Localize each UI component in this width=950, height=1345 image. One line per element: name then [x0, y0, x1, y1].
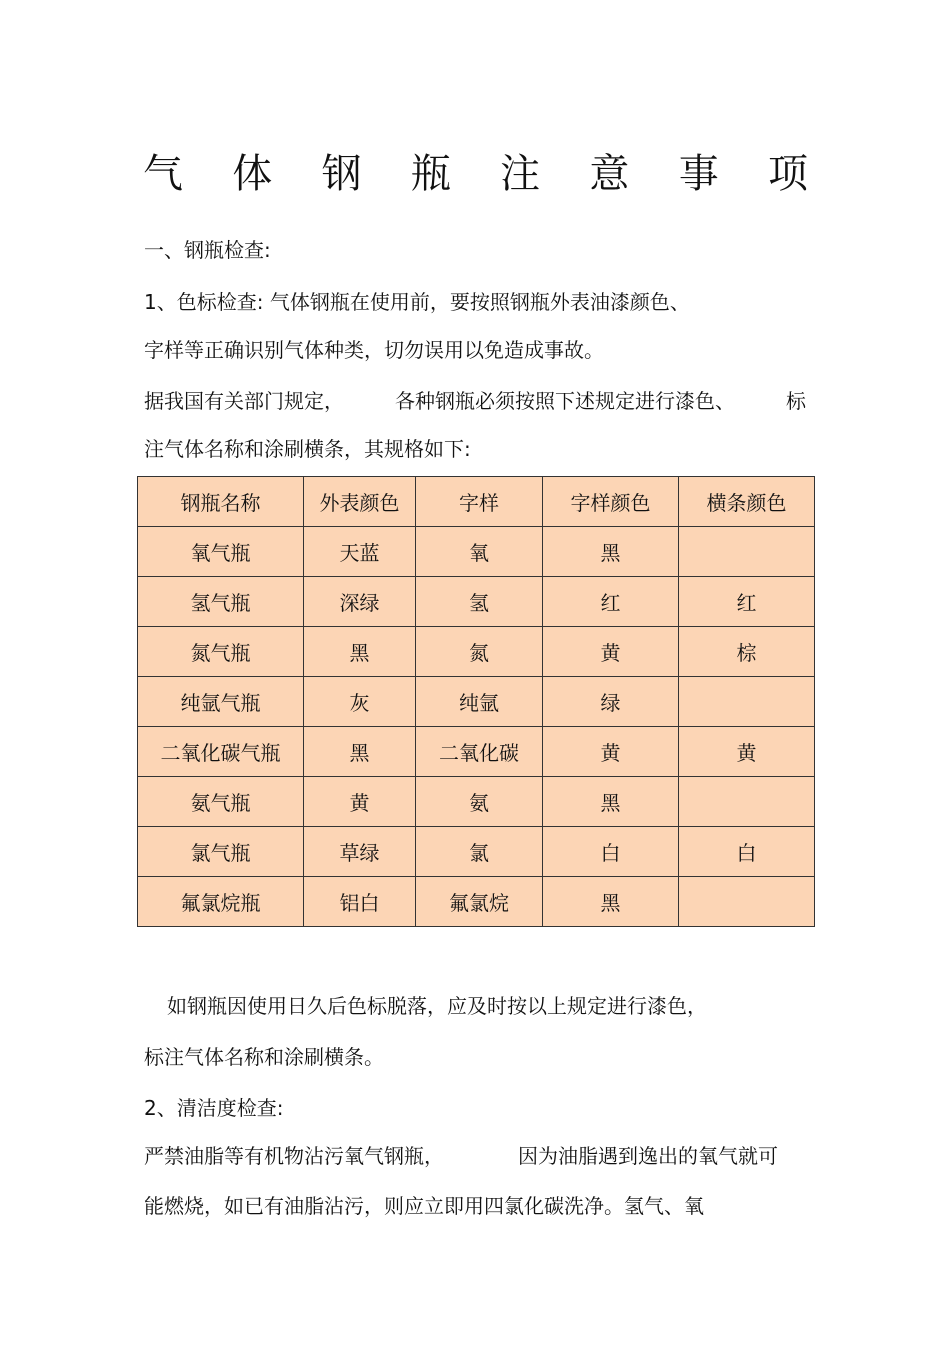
- table-cell: 灰: [304, 677, 416, 727]
- table-cell: 黄: [543, 727, 679, 777]
- paragraph2-line1-part: 据我国有关部门规定，: [144, 389, 344, 413]
- table-cell: 黑: [304, 727, 416, 777]
- table-cell: 氨气瓶: [138, 777, 304, 827]
- paragraph4-line1: [144, 1142, 778, 1170]
- title-char: 注: [500, 151, 541, 197]
- table-cell: 二氧化碳: [416, 727, 543, 777]
- table-cell: 草绿: [304, 827, 416, 877]
- table-cell: 深绿: [304, 577, 416, 627]
- paragraph2-line1: [144, 387, 806, 415]
- table-row: [138, 777, 815, 827]
- title-char: 瓶: [410, 151, 451, 197]
- title-char: 体: [232, 151, 273, 197]
- paragraph2-line1-part: 标: [786, 389, 806, 413]
- table-row: [138, 827, 815, 877]
- table-cell: 黑: [304, 627, 416, 677]
- page-title: [143, 148, 808, 200]
- table-cell: 氯气瓶: [138, 827, 304, 877]
- paragraph4-line2: 能燃烧，如已有油脂沾污，则应立即用四氯化碳洗净。氢气、氧: [144, 1194, 704, 1218]
- table-cell: 氨: [416, 777, 543, 827]
- table-cell: 氧: [416, 527, 543, 577]
- paragraph2-line1-part: 各种钢瓶必须按照下述规定进行漆色、: [395, 389, 735, 413]
- table-cell: 黑: [543, 777, 679, 827]
- table-row: [138, 627, 815, 677]
- title-char: 意: [589, 151, 630, 197]
- table-row: [138, 677, 815, 727]
- section1-heading: 一、钢瓶检查:: [144, 238, 271, 262]
- table-cell: 氮气瓶: [138, 627, 304, 677]
- table-cell: [679, 877, 815, 927]
- paragraph4-line1-part: 严禁油脂等有机物沾污氧气钢瓶，: [144, 1144, 444, 1168]
- table-cell: 氟氯烷: [416, 877, 543, 927]
- header-lettering: 字样: [416, 477, 543, 527]
- table-cell: 棕: [679, 627, 815, 677]
- paragraph3-line2: 标注气体名称和涂刷横条。: [144, 1045, 384, 1069]
- cylinder-color-table: [137, 476, 815, 927]
- table-cell: 氮: [416, 627, 543, 677]
- table-row: [138, 577, 815, 627]
- title-char: 钢: [321, 151, 362, 197]
- table-row: [138, 527, 815, 577]
- table-cell: 氟氯烷瓶: [138, 877, 304, 927]
- table-cell: 白: [679, 827, 815, 877]
- table-cell: [679, 677, 815, 727]
- table-cell: 二氧化碳气瓶: [138, 727, 304, 777]
- table-cell: 黄: [304, 777, 416, 827]
- title-char: 项: [767, 151, 808, 197]
- table-cell: 黑: [543, 527, 679, 577]
- paragraph3-line1: 如钢瓶因使用日久后色标脱落，应及时按以上规定进行漆色，: [167, 994, 707, 1018]
- table-cell: 红: [679, 577, 815, 627]
- table-cell: [679, 527, 815, 577]
- table-cell: 黄: [543, 627, 679, 677]
- section2-heading: 2、清洁度检查:: [144, 1096, 284, 1120]
- table-header-row: [138, 477, 815, 527]
- paragraph2-line2: 注气体名称和涂刷横条，其规格如下:: [144, 437, 471, 461]
- table-cell: 氯: [416, 827, 543, 877]
- table-cell: 黄: [679, 727, 815, 777]
- header-stripe-color: 横条颜色: [679, 477, 815, 527]
- table-cell: 氧气瓶: [138, 527, 304, 577]
- table-cell: 纯氩: [416, 677, 543, 727]
- table-cell: 铝白: [304, 877, 416, 927]
- header-lettering-color: 字样颜色: [543, 477, 679, 527]
- table-row: [138, 877, 815, 927]
- table-cell: 纯氩气瓶: [138, 677, 304, 727]
- title-char: 气: [143, 151, 183, 197]
- table-cell: 氢气瓶: [138, 577, 304, 627]
- header-cylinder-name: 钢瓶名称: [138, 477, 304, 527]
- table-cell: 氢: [416, 577, 543, 627]
- paragraph1-line2: 字样等正确识别气体种类，切勿误用以免造成事故。: [144, 338, 604, 362]
- table-cell: 绿: [543, 677, 679, 727]
- table-cell: [679, 777, 815, 827]
- table-cell: 黑: [543, 877, 679, 927]
- paragraph1-line1: 1、色标检查: 气体钢瓶在使用前，要按照钢瓶外表油漆颜色、: [144, 290, 690, 314]
- paragraph4-line1-part: 因为油脂遇到逸出的氧气就可: [518, 1144, 778, 1168]
- table-cell: 红: [543, 577, 679, 627]
- table-cell: 白: [543, 827, 679, 877]
- table-cell: 天蓝: [304, 527, 416, 577]
- header-body-color: 外表颜色: [304, 477, 416, 527]
- table-row: [138, 727, 815, 777]
- title-char: 事: [678, 151, 719, 197]
